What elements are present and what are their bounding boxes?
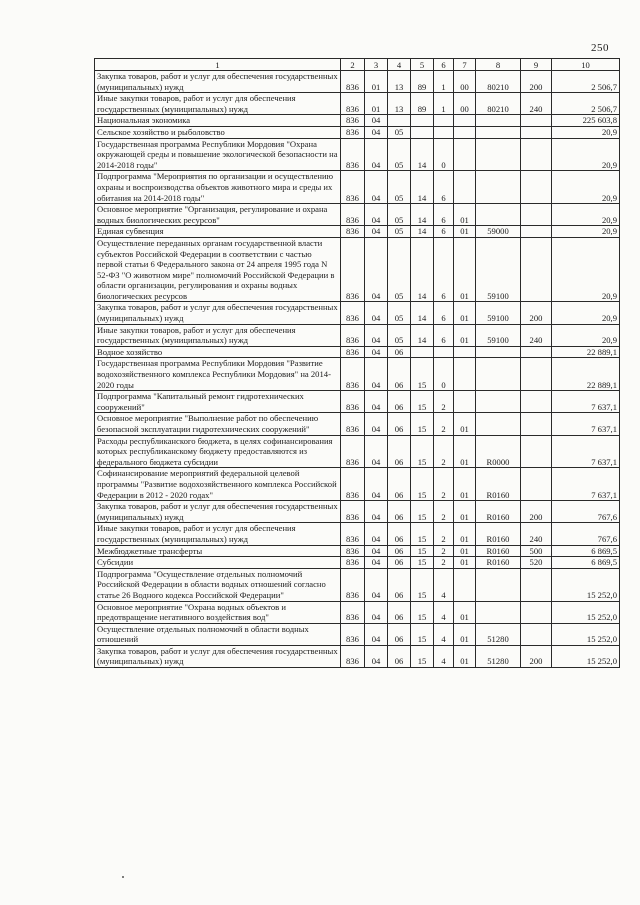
code-cell-c5: 15	[411, 391, 434, 413]
table-row	[95, 468, 620, 501]
code-cell-c8	[476, 358, 521, 391]
table-row	[95, 435, 620, 468]
table-row	[95, 71, 620, 93]
table-row	[95, 302, 620, 324]
table-row	[95, 358, 620, 391]
code-cell-c4: 06	[388, 645, 411, 667]
code-cell-c4: 05	[388, 237, 411, 302]
code-cell-c5: 14	[411, 302, 434, 324]
code-cell-c6: 0	[434, 358, 454, 391]
code-cell-c6: 2	[434, 435, 454, 468]
table-row	[95, 115, 620, 127]
code-cell-c8: R0160	[476, 545, 521, 557]
code-cell-c3: 04	[365, 501, 388, 523]
code-cell-c5: 14	[411, 226, 434, 238]
code-cell-c2: 836	[341, 93, 365, 115]
code-cell-c8	[476, 601, 521, 623]
code-cell-c2: 836	[341, 115, 365, 127]
row-name-cell: Основное мероприятие "Охрана водных объектов и предотвращение негативного воздействия вод"	[95, 601, 341, 623]
code-cell-c7: 01	[454, 623, 476, 645]
amount-cell: 22 889,1	[552, 358, 620, 391]
code-cell-c2: 836	[341, 226, 365, 238]
amount-cell: 20,9	[552, 302, 620, 324]
code-cell-c2: 836	[341, 346, 365, 358]
code-cell-c9: 200	[521, 71, 552, 93]
code-cell-c4: 05	[388, 226, 411, 238]
code-cell-c9: 240	[521, 324, 552, 346]
amount-cell: 20,9	[552, 126, 620, 138]
code-cell-c4: 06	[388, 523, 411, 545]
amount-cell: 6 869,5	[552, 557, 620, 569]
code-cell-c7	[454, 126, 476, 138]
code-cell-c6	[434, 346, 454, 358]
code-cell-c8: R0000	[476, 435, 521, 468]
code-cell-c6: 2	[434, 391, 454, 413]
code-cell-c2: 836	[341, 71, 365, 93]
code-cell-c4: 06	[388, 568, 411, 601]
code-cell-c5: 15	[411, 358, 434, 391]
code-cell-c6: 6	[434, 324, 454, 346]
code-cell-c7: 00	[454, 71, 476, 93]
column-header: 3	[365, 59, 388, 71]
code-cell-c8: 59100	[476, 237, 521, 302]
table-row	[95, 126, 620, 138]
row-name-cell: Расходы республиканского бюджета, в целях софинансирования которых республиканскому бюджету предоставляются из федерального бюджета субсидии	[95, 435, 341, 468]
code-cell-c7	[454, 171, 476, 204]
code-cell-c6: 6	[434, 204, 454, 226]
code-cell-c3: 04	[365, 302, 388, 324]
code-cell-c3: 04	[365, 391, 388, 413]
code-cell-c3: 04	[365, 324, 388, 346]
row-name-cell: Межбюджетные трансферты	[95, 545, 341, 557]
code-cell-c8: 59000	[476, 226, 521, 238]
code-cell-c2: 836	[341, 523, 365, 545]
code-cell-c6: 4	[434, 645, 454, 667]
code-cell-c4: 05	[388, 302, 411, 324]
code-cell-c2: 836	[341, 568, 365, 601]
code-cell-c7: 01	[454, 601, 476, 623]
code-cell-c2: 836	[341, 557, 365, 569]
code-cell-c7	[454, 346, 476, 358]
table-row	[95, 204, 620, 226]
amount-cell: 15 252,0	[552, 568, 620, 601]
code-cell-c7: 01	[454, 435, 476, 468]
code-cell-c9	[521, 435, 552, 468]
code-cell-c5: 14	[411, 138, 434, 171]
code-cell-c6: 2	[434, 413, 454, 435]
amount-cell: 22 889,1	[552, 346, 620, 358]
code-cell-c6: 4	[434, 623, 454, 645]
row-name-cell: Национальная экономика	[95, 115, 341, 127]
code-cell-c2: 836	[341, 435, 365, 468]
code-cell-c2: 836	[341, 138, 365, 171]
code-cell-c5	[411, 115, 434, 127]
amount-cell: 15 252,0	[552, 601, 620, 623]
code-cell-c8	[476, 171, 521, 204]
code-cell-c4: 06	[388, 358, 411, 391]
code-cell-c9	[521, 126, 552, 138]
column-header: 2	[341, 59, 365, 71]
code-cell-c7: 01	[454, 237, 476, 302]
code-cell-c7	[454, 115, 476, 127]
code-cell-c7: 01	[454, 523, 476, 545]
code-cell-c3: 04	[365, 623, 388, 645]
code-cell-c9	[521, 468, 552, 501]
code-cell-c5: 15	[411, 568, 434, 601]
code-cell-c6: 4	[434, 568, 454, 601]
row-name-cell: Основное мероприятие "Выполнение работ по обеспечению безопасной эксплуатации гидротехнических сооружений"	[95, 413, 341, 435]
code-cell-c9	[521, 601, 552, 623]
table-row	[95, 93, 620, 115]
column-header: 8	[476, 59, 521, 71]
code-cell-c4: 06	[388, 468, 411, 501]
code-cell-c6: 2	[434, 501, 454, 523]
code-cell-c6: 2	[434, 545, 454, 557]
code-cell-c6: 2	[434, 523, 454, 545]
code-cell-c3: 01	[365, 71, 388, 93]
amount-cell: 767,6	[552, 523, 620, 545]
table-row	[95, 601, 620, 623]
code-cell-c8	[476, 346, 521, 358]
code-cell-c4: 06	[388, 435, 411, 468]
row-name-cell: Софинансирование мероприятий федеральной целевой программы "Развитие водохозяйственного комплекса Российской Федерации в 2012 - 2020 годах"	[95, 468, 341, 501]
code-cell-c9	[521, 226, 552, 238]
code-cell-c9: 240	[521, 523, 552, 545]
row-name-cell: Подпрограмма "Мероприятия по организации и осуществлению охраны и воспроизводства объектов животного мира и среды их обитания на 2014-2018 годы"	[95, 171, 341, 204]
code-cell-c3: 04	[365, 226, 388, 238]
code-cell-c9	[521, 138, 552, 171]
code-cell-c6: 1	[434, 93, 454, 115]
code-cell-c6: 0	[434, 138, 454, 171]
code-cell-c7: 01	[454, 413, 476, 435]
code-cell-c7: 01	[454, 302, 476, 324]
code-cell-c4: 06	[388, 545, 411, 557]
table-row	[95, 568, 620, 601]
code-cell-c3: 04	[365, 346, 388, 358]
code-cell-c9	[521, 171, 552, 204]
code-cell-c2: 836	[341, 623, 365, 645]
table-row	[95, 557, 620, 569]
code-cell-c7: 01	[454, 501, 476, 523]
row-name-cell: Государственная программа Республики Мордовия "Охрана окружающей среды и повышение экологической безопасности на 2014-2018 годы"	[95, 138, 341, 171]
code-cell-c3: 04	[365, 435, 388, 468]
code-cell-c6	[434, 126, 454, 138]
code-cell-c8: R0160	[476, 523, 521, 545]
code-cell-c8: R0160	[476, 557, 521, 569]
table-row	[95, 138, 620, 171]
code-cell-c8	[476, 126, 521, 138]
code-cell-c6: 6	[434, 302, 454, 324]
amount-cell: 7 637,1	[552, 391, 620, 413]
table-row	[95, 501, 620, 523]
row-name-cell: Единая субвенция	[95, 226, 341, 238]
amount-cell: 20,9	[552, 138, 620, 171]
row-name-cell: Водное хозяйство	[95, 346, 341, 358]
code-cell-c6: 6	[434, 226, 454, 238]
code-cell-c2: 836	[341, 501, 365, 523]
code-cell-c7: 01	[454, 645, 476, 667]
code-cell-c7	[454, 358, 476, 391]
code-cell-c9: 200	[521, 645, 552, 667]
code-cell-c2: 836	[341, 391, 365, 413]
code-cell-c8: 80210	[476, 71, 521, 93]
code-cell-c9	[521, 204, 552, 226]
row-name-cell: Осуществление переданных органам государственной власти субъектов Российской Федерации в соответствии с частью первой статьи 6 Федерального закона от 24 апреля 1995 года N 52-ФЗ "О животном мире" полномочий Российской Федерации в области организации, регулирования и охраны водных биологических ресурсов	[95, 237, 341, 302]
code-cell-c5: 15	[411, 523, 434, 545]
code-cell-c7: 01	[454, 468, 476, 501]
column-header: 1	[95, 59, 341, 71]
table-body	[95, 71, 620, 668]
budget-table	[94, 58, 620, 668]
table-row	[95, 545, 620, 557]
code-cell-c9: 500	[521, 545, 552, 557]
code-cell-c7: 00	[454, 93, 476, 115]
code-cell-c8: R0160	[476, 468, 521, 501]
code-cell-c5: 15	[411, 645, 434, 667]
code-cell-c3: 04	[365, 523, 388, 545]
code-cell-c6: 6	[434, 237, 454, 302]
table-row	[95, 324, 620, 346]
code-cell-c3: 04	[365, 557, 388, 569]
table-row	[95, 623, 620, 645]
row-name-cell: Закупка товаров, работ и услуг для обеспечения государственных (муниципальных) нужд	[95, 501, 341, 523]
row-name-cell: Иные закупки товаров, работ и услуг для обеспечения государственных (муниципальных) нужд	[95, 93, 341, 115]
code-cell-c5: 14	[411, 324, 434, 346]
code-cell-c5: 14	[411, 237, 434, 302]
code-cell-c3: 04	[365, 568, 388, 601]
row-name-cell: Государственная программа Республики Мордовия "Развитие водохозяйственного комплекса Республики Мордовия" на 2014-2020 годы	[95, 358, 341, 391]
code-cell-c8: 51280	[476, 623, 521, 645]
row-name-cell: Закупка товаров, работ и услуг для обеспечения государственных (муниципальных) нужд	[95, 71, 341, 93]
row-name-cell: Иные закупки товаров, работ и услуг для обеспечения государственных (муниципальных) нужд	[95, 324, 341, 346]
column-header: 4	[388, 59, 411, 71]
amount-cell: 225 603,8	[552, 115, 620, 127]
code-cell-c4: 05	[388, 126, 411, 138]
code-cell-c3: 04	[365, 171, 388, 204]
code-cell-c6: 4	[434, 601, 454, 623]
code-cell-c5: 15	[411, 601, 434, 623]
code-cell-c8: 51280	[476, 645, 521, 667]
amount-cell: 767,6	[552, 501, 620, 523]
page-number: 250	[591, 42, 609, 54]
code-cell-c5: 15	[411, 557, 434, 569]
code-cell-c4: 13	[388, 93, 411, 115]
amount-cell: 20,9	[552, 226, 620, 238]
code-cell-c2: 836	[341, 204, 365, 226]
code-cell-c5: 15	[411, 435, 434, 468]
column-header: 7	[454, 59, 476, 71]
code-cell-c9	[521, 358, 552, 391]
column-header: 5	[411, 59, 434, 71]
code-cell-c7: 01	[454, 545, 476, 557]
code-cell-c7	[454, 568, 476, 601]
code-cell-c3: 04	[365, 204, 388, 226]
code-cell-c9	[521, 346, 552, 358]
table-row	[95, 413, 620, 435]
table-row	[95, 391, 620, 413]
code-cell-c4: 13	[388, 71, 411, 93]
code-cell-c8: R0160	[476, 501, 521, 523]
table-row	[95, 237, 620, 302]
code-cell-c3: 04	[365, 138, 388, 171]
amount-cell: 2 506,7	[552, 71, 620, 93]
amount-cell: 6 869,5	[552, 545, 620, 557]
code-cell-c5	[411, 126, 434, 138]
table-row	[95, 346, 620, 358]
code-cell-c7: 01	[454, 226, 476, 238]
code-cell-c3: 04	[365, 645, 388, 667]
code-cell-c5: 15	[411, 413, 434, 435]
code-cell-c4	[388, 115, 411, 127]
amount-cell: 7 637,1	[552, 413, 620, 435]
code-cell-c8	[476, 413, 521, 435]
code-cell-c6: 2	[434, 557, 454, 569]
row-name-cell: Осуществление отдельных полномочий в области водных отношений	[95, 623, 341, 645]
code-cell-c8	[476, 138, 521, 171]
code-cell-c8	[476, 204, 521, 226]
amount-cell: 20,9	[552, 324, 620, 346]
code-cell-c9: 200	[521, 302, 552, 324]
code-cell-c5: 89	[411, 71, 434, 93]
column-header: 10	[552, 59, 620, 71]
row-name-cell: Сельское хозяйство и рыболовство	[95, 126, 341, 138]
code-cell-c4: 06	[388, 623, 411, 645]
amount-cell: 20,9	[552, 171, 620, 204]
code-cell-c8: 80210	[476, 93, 521, 115]
code-cell-c2: 836	[341, 324, 365, 346]
code-cell-c5: 14	[411, 204, 434, 226]
table-row	[95, 171, 620, 204]
code-cell-c2: 836	[341, 358, 365, 391]
code-cell-c8	[476, 391, 521, 413]
code-cell-c8: 59100	[476, 324, 521, 346]
amount-cell: 20,9	[552, 237, 620, 302]
code-cell-c6: 2	[434, 468, 454, 501]
code-cell-c3: 04	[365, 237, 388, 302]
code-cell-c2: 836	[341, 601, 365, 623]
row-name-cell: Основное мероприятие "Организация, регулирование и охрана водных биологических ресурсов"	[95, 204, 341, 226]
row-name-cell: Закупка товаров, работ и услуг для обеспечения государственных (муниципальных) нужд	[95, 302, 341, 324]
amount-cell: 20,9	[552, 204, 620, 226]
code-cell-c3: 04	[365, 358, 388, 391]
code-cell-c9: 520	[521, 557, 552, 569]
code-cell-c7: 01	[454, 557, 476, 569]
code-cell-c6	[434, 115, 454, 127]
code-cell-c9: 240	[521, 93, 552, 115]
code-cell-c4: 06	[388, 601, 411, 623]
code-cell-c6: 6	[434, 171, 454, 204]
table-row	[95, 645, 620, 667]
amount-cell: 15 252,0	[552, 623, 620, 645]
code-cell-c9: 200	[521, 501, 552, 523]
code-cell-c7	[454, 391, 476, 413]
code-cell-c2: 836	[341, 545, 365, 557]
code-cell-c5	[411, 346, 434, 358]
code-cell-c5: 15	[411, 545, 434, 557]
code-cell-c4: 06	[388, 557, 411, 569]
code-cell-c8: 59100	[476, 302, 521, 324]
table-row	[95, 226, 620, 238]
code-cell-c2: 836	[341, 126, 365, 138]
code-cell-c9	[521, 115, 552, 127]
code-cell-c7: 01	[454, 204, 476, 226]
amount-cell: 7 637,1	[552, 468, 620, 501]
code-cell-c5: 89	[411, 93, 434, 115]
code-cell-c4: 06	[388, 391, 411, 413]
row-name-cell: Иные закупки товаров, работ и услуг для обеспечения государственных (муниципальных) нужд	[95, 523, 341, 545]
code-cell-c3: 01	[365, 93, 388, 115]
code-cell-c4: 05	[388, 204, 411, 226]
code-cell-c8	[476, 115, 521, 127]
code-cell-c5: 14	[411, 171, 434, 204]
code-cell-c5: 15	[411, 623, 434, 645]
header-row	[95, 59, 620, 71]
row-name-cell: Подпрограмма "Осуществление отдельных полномочий Российской Федерации в области водных отношений согласно статье 26 Водного кодекса Российской Федерации"	[95, 568, 341, 601]
code-cell-c8	[476, 568, 521, 601]
code-cell-c4: 05	[388, 171, 411, 204]
code-cell-c2: 836	[341, 237, 365, 302]
code-cell-c4: 05	[388, 138, 411, 171]
code-cell-c4: 05	[388, 324, 411, 346]
column-header: 9	[521, 59, 552, 71]
code-cell-c2: 836	[341, 302, 365, 324]
code-cell-c2: 836	[341, 413, 365, 435]
code-cell-c3: 04	[365, 115, 388, 127]
table-row	[95, 523, 620, 545]
code-cell-c5: 15	[411, 501, 434, 523]
amount-cell: 15 252,0	[552, 645, 620, 667]
code-cell-c4: 06	[388, 413, 411, 435]
row-name-cell: Закупка товаров, работ и услуг для обеспечения государственных (муниципальных) нужд	[95, 645, 341, 667]
code-cell-c2: 836	[341, 171, 365, 204]
code-cell-c3: 04	[365, 126, 388, 138]
code-cell-c3: 04	[365, 545, 388, 557]
code-cell-c3: 04	[365, 601, 388, 623]
code-cell-c4: 06	[388, 501, 411, 523]
code-cell-c4: 06	[388, 346, 411, 358]
code-cell-c2: 836	[341, 468, 365, 501]
code-cell-c5: 15	[411, 468, 434, 501]
amount-cell: 7 637,1	[552, 435, 620, 468]
code-cell-c3: 04	[365, 468, 388, 501]
row-name-cell: Субсидии	[95, 557, 341, 569]
code-cell-c6: 1	[434, 71, 454, 93]
column-header: 6	[434, 59, 454, 71]
code-cell-c9	[521, 568, 552, 601]
code-cell-c7	[454, 138, 476, 171]
amount-cell: 2 506,7	[552, 93, 620, 115]
code-cell-c2: 836	[341, 645, 365, 667]
code-cell-c3: 04	[365, 413, 388, 435]
code-cell-c9	[521, 237, 552, 302]
row-name-cell: Подпрограмма "Капитальный ремонт гидротехнических сооружений"	[95, 391, 341, 413]
code-cell-c9	[521, 413, 552, 435]
code-cell-c9	[521, 623, 552, 645]
scan-dot	[122, 876, 124, 878]
code-cell-c9	[521, 391, 552, 413]
code-cell-c7: 01	[454, 324, 476, 346]
